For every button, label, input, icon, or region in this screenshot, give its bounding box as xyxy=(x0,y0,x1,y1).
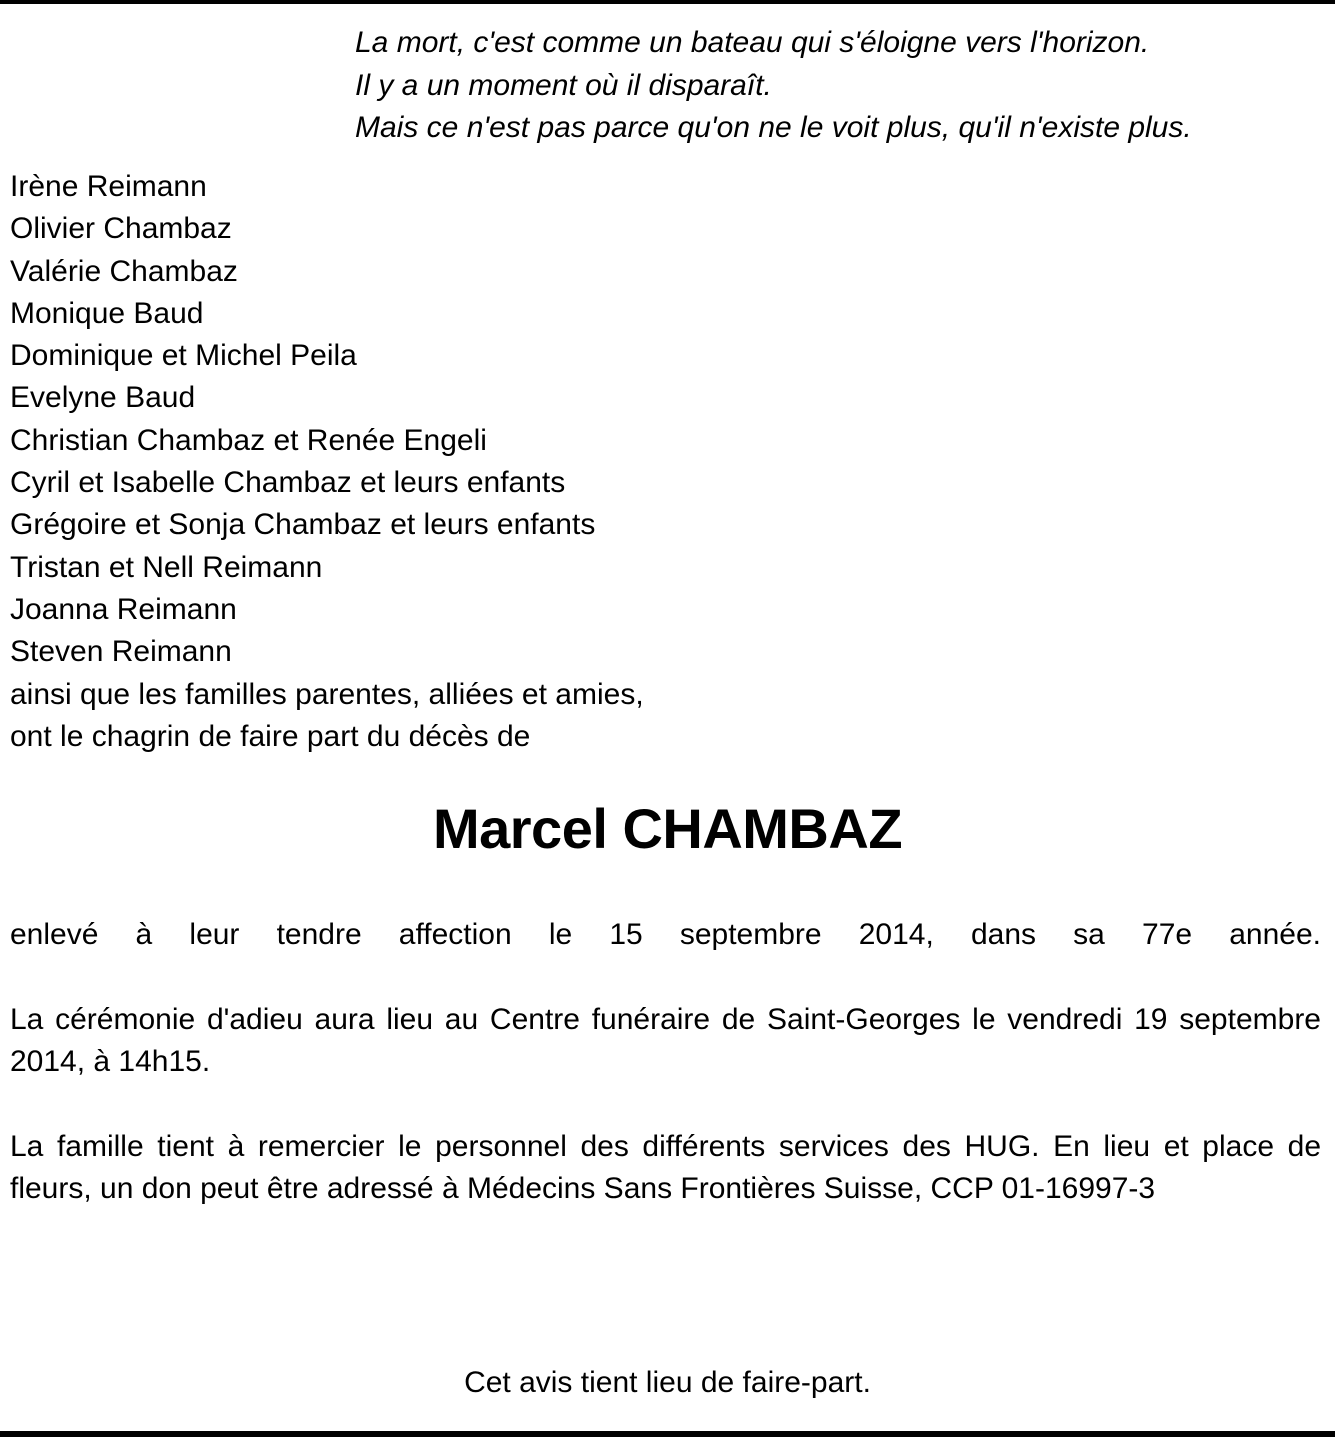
quote-line: Il y a un moment où il disparaît. xyxy=(355,68,772,102)
mourner-line: ont le chagrin de faire part du décès de xyxy=(10,719,531,753)
bottom-border-rule xyxy=(0,1431,1335,1437)
mourner-line: Joanna Reimann xyxy=(10,592,237,626)
mourner-line: Christian Chambaz et Renée Engeli xyxy=(10,423,487,457)
mourner-line: Valérie Chambaz xyxy=(10,254,238,288)
quote-line: La mort, c'est comme un bateau qui s'éloigne vers l'horizon. xyxy=(355,26,1150,59)
mourner-line: Grégoire et Sonja Chambaz et leurs enfants xyxy=(10,508,596,542)
deceased-name: Marcel CHAMBAZ xyxy=(432,797,903,860)
mourners-list xyxy=(10,166,644,758)
mourner-line: Evelyne Baud xyxy=(10,381,196,415)
mourner-line: Dominique et Michel Peila xyxy=(10,339,357,373)
epigraph-quote xyxy=(355,22,1330,150)
quote-line: Mais ce n'est pas parce qu'on ne le voit plus, qu'il n'existe plus. xyxy=(355,111,1192,144)
mourner-line: Tristan et Nell Reimann xyxy=(10,550,323,584)
passing-paragraph: enlevé à leur tendre affection le 15 septembre 2014, dans sa 77e année. xyxy=(10,918,1321,951)
mourner-line: Irène Reimann xyxy=(10,170,207,203)
ceremony-paragraph: La cérémonie d'adieu aura lieu au Centre funéraire de Saint-Georges le vendredi 19 septembre 2014, à 14h15. xyxy=(10,1003,1321,1078)
thanks-paragraph: La famille tient à remercier le personnel des différents services des HUG. En lieu et place de fleurs, un don peut être adressé à Médecins Sans Frontières Suisse, CCP 01-16997-3 xyxy=(10,1130,1321,1205)
mourner-line: Olivier Chambaz xyxy=(10,212,232,246)
top-border-rule xyxy=(0,0,1335,4)
mourner-line: Monique Baud xyxy=(10,296,204,330)
footer-note: Cet avis tient lieu de faire-part. xyxy=(464,1366,871,1399)
mourner-line: Steven Reimann xyxy=(10,635,232,669)
mourner-line: ainsi que les familles parentes, alliées et amies, xyxy=(10,677,644,711)
mourner-line: Cyril et Isabelle Chambaz et leurs enfants xyxy=(10,466,566,500)
